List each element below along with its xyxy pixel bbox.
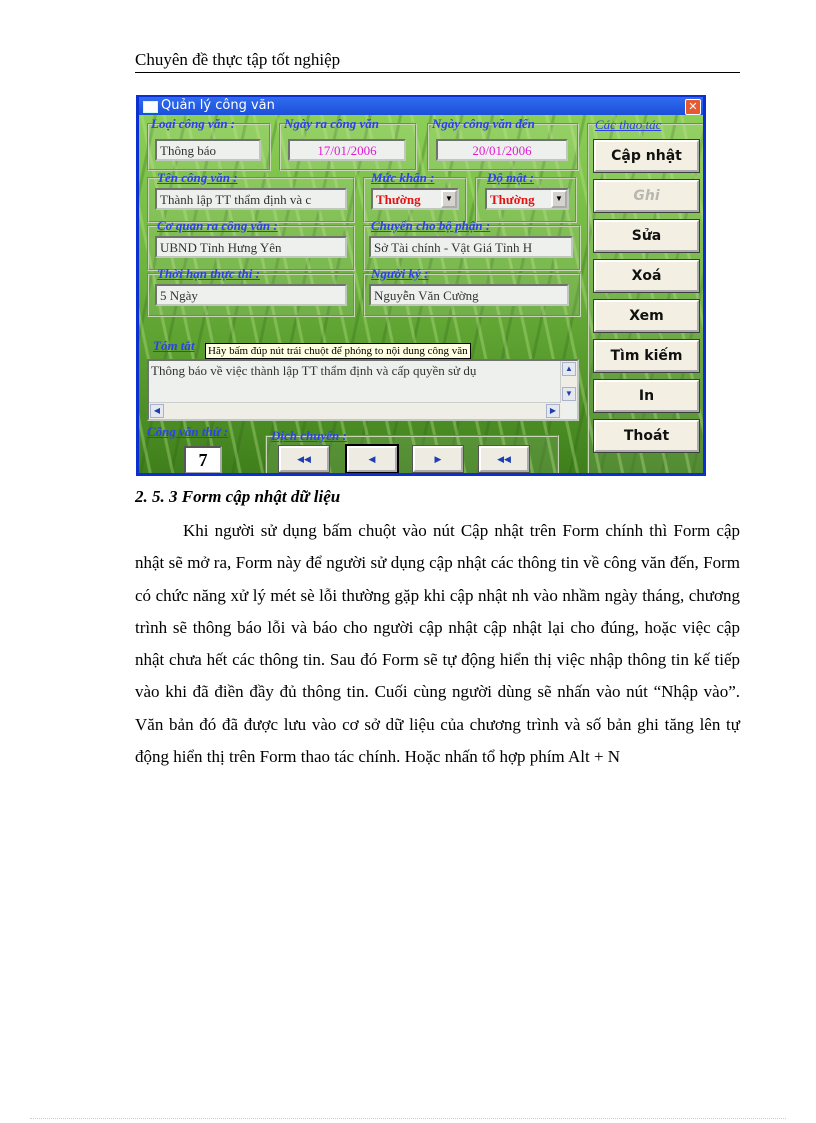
page-header-text: Chuyên đề thực tập tốt nghiệp <box>135 50 341 69</box>
previous-record-button[interactable]: ◀ <box>347 446 397 472</box>
tom-tat-text: Thông báo về việc thành lập TT thẩm định và cấp quyền sử dụ <box>151 363 477 378</box>
form-client <box>139 115 703 473</box>
label-cong-van-thu: Công văn thứ : <box>147 424 229 439</box>
scroll-down-icon[interactable]: ▼ <box>562 387 576 401</box>
ten-cong-van-field[interactable]: Thành lập TT thẩm định và c <box>155 188 347 210</box>
first-record-button[interactable]: ◀◀ <box>279 446 329 472</box>
thoi-han-field[interactable]: 5 Ngày <box>155 284 347 306</box>
in-button[interactable]: In <box>594 380 699 412</box>
ngay-ra-field[interactable]: 17/01/2006 <box>288 139 406 161</box>
label-tom-tat: Tóm tắt <box>153 338 195 353</box>
label-dich-chuyen: Dịch chuyển : <box>271 428 347 443</box>
tom-tat-memo[interactable] <box>147 359 579 421</box>
thoat-button[interactable]: Thoát <box>594 420 699 452</box>
section-heading: 2. 5. 3 Form cập nhật dữ liệu <box>135 487 341 506</box>
label-co-quan: Cơ quan ra công văn : <box>157 218 278 233</box>
record-number: 7 <box>184 446 222 473</box>
header-rule <box>135 72 740 73</box>
title-bar[interactable] <box>139 97 703 115</box>
muc-khan-select[interactable]: Thường <box>371 188 459 210</box>
window-title: Quản lý công văn <box>161 98 275 113</box>
co-quan-field[interactable]: UBND Tỉnh Hưng Yên <box>155 236 347 258</box>
label-nguoi-ky: Người ký : <box>371 266 429 281</box>
xoa-button[interactable]: Xoá <box>594 260 699 292</box>
label-loai-cong-van: Loại công văn : <box>151 116 236 131</box>
ngay-den-field[interactable]: 20/01/2006 <box>436 139 568 161</box>
do-mat-dropdown-icon[interactable]: ▼ <box>551 190 567 208</box>
next-record-button[interactable]: ▶ <box>413 446 463 472</box>
label-ten-cong-van: Tên công văn : <box>157 170 238 185</box>
page-bottom-border <box>30 1118 786 1119</box>
do-mat-select[interactable]: Thường <box>485 188 569 210</box>
memo-horizontal-scrollbar[interactable] <box>149 402 561 419</box>
chuyen-cho-field[interactable]: Sở Tài chính - Vật Giá Tỉnh H <box>369 236 573 258</box>
tooltip: Hãy bấm đúp nút trái chuột để phóng to nội dung công văn <box>205 343 471 359</box>
label-chuyen-cho: Chuyển cho bộ phận : <box>371 218 491 233</box>
paragraph-text: Khi người sử dụng bấm chuột vào nút Cập nhật trên Form chính thì Form cập nhật sẽ mở ra, Form này để người sử dụng cập nhật các thông tin về công văn đến, Form có chức năng xử lý mét sè lỗi thường gặp khi cập nhật nh vào nhầm ngày tháng, chương trình sẽ thông báo lỗi và báo cho người cập nhật cập nhật lại cho đúng, hoặc việc cập nhật chưa hết các thông tin. Sau đó Form sẽ tự động hiển thị việc nhập thông tin kế tiếp vào khi đã điền đầy đủ thông tin. Cuối cùng người dùng sẽ nhấn vào nút “Nhập vào”. Văn bản đó đã được lưu vào cơ sở dữ liệu của chương trình và số bản ghi tăng lên tự động hiển thị trên Form thao tác chính. Hoặc nhấn tổ hợp phím Alt + N <box>135 521 740 767</box>
section-paragraph <box>135 515 740 773</box>
label-thoi-han: Thời hạn thực thi : <box>157 266 260 281</box>
ghi-button[interactable]: Ghi <box>594 180 699 212</box>
label-cac-thao-tac: Các thao tác <box>595 117 662 132</box>
close-icon[interactable]: ✕ <box>685 99 701 115</box>
page-header <box>135 50 740 70</box>
scroll-right-icon[interactable]: ▶ <box>546 404 560 418</box>
memo-vertical-scrollbar[interactable] <box>560 361 577 403</box>
scroll-left-icon[interactable]: ◀ <box>150 404 164 418</box>
label-ngay-den: Ngày công văn đến <box>432 116 535 131</box>
last-record-button[interactable]: ◀◀ <box>479 446 529 472</box>
sua-button[interactable]: Sửa <box>594 220 699 252</box>
nguoi-ky-field[interactable]: Nguyễn Văn Cường <box>369 284 569 306</box>
scroll-up-icon[interactable]: ▲ <box>562 362 576 376</box>
loai-cong-van-field[interactable]: Thông báo <box>155 139 261 161</box>
label-ngay-ra: Ngày ra công văn <box>284 116 379 131</box>
cap-nhat-button[interactable]: Cập nhật <box>594 140 699 172</box>
window-icon <box>143 101 158 113</box>
muc-khan-dropdown-icon[interactable]: ▼ <box>441 190 457 208</box>
xem-button[interactable]: Xem <box>594 300 699 332</box>
app-window <box>136 95 706 476</box>
label-muc-khan: Mức khẩn : <box>371 170 435 185</box>
tim-kiem-button[interactable]: Tìm kiếm <box>594 340 699 372</box>
label-do-mat: Độ mật : <box>487 170 534 185</box>
